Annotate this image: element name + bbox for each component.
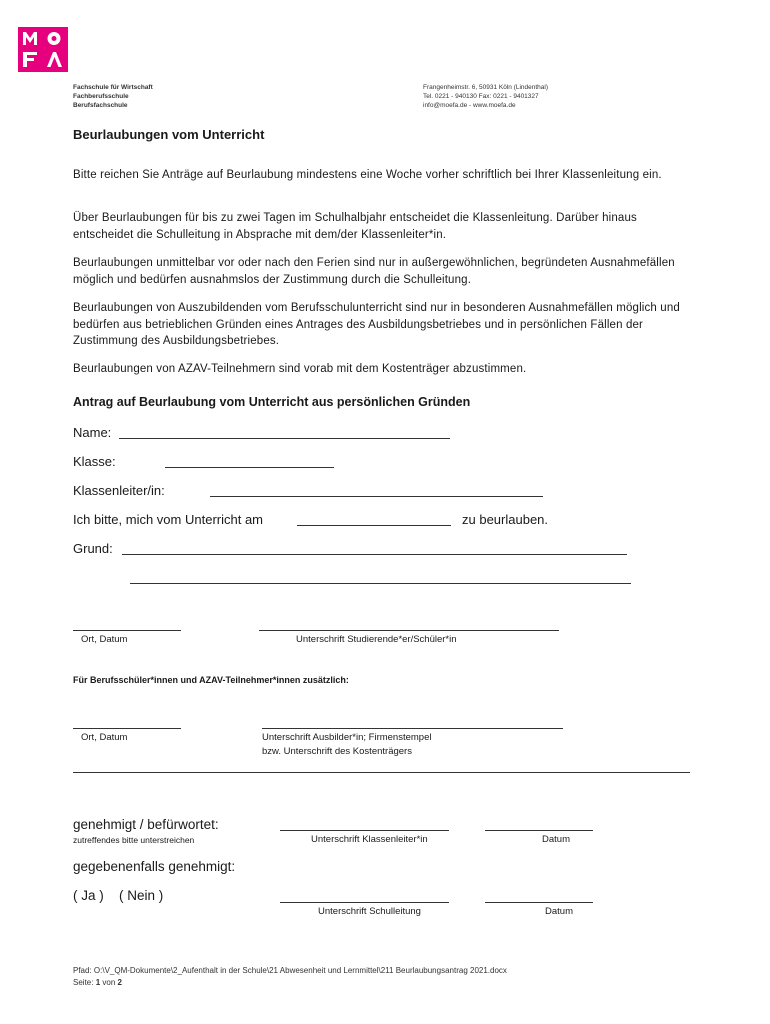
school-types — [73, 83, 153, 110]
page-prefix: Seite: — [73, 978, 96, 987]
option-no[interactable]: ( Nein ) — [119, 888, 164, 903]
page-mid: von — [100, 978, 118, 987]
principal-date-line[interactable] — [485, 902, 593, 903]
student-signature-line[interactable] — [259, 630, 559, 631]
paragraph: Bitte reichen Sie Anträge auf Beurlaubung mindestens eine Woche vorher schriftlich bei Ihrer Klassenleitung ein. — [73, 169, 662, 181]
page-total: 2 — [117, 978, 122, 987]
header-left-line: Fachschule für Wirtschaft — [73, 84, 153, 91]
student-signature-label: Unterschrift Studierende*er/Schüler*in — [296, 634, 457, 645]
page-current: 1 — [95, 978, 101, 987]
date-field-line[interactable] — [297, 525, 451, 526]
teacher-signature-line[interactable] — [280, 830, 449, 831]
school-contact — [423, 83, 548, 110]
grund-label: Grund: — [73, 541, 113, 556]
grund-field-line-2[interactable] — [130, 583, 631, 584]
approval-date-line[interactable] — [485, 830, 593, 831]
trainer-signature-label-2: bzw. Unterschrift des Kostenträgers — [262, 746, 412, 757]
place-date-line[interactable] — [73, 630, 181, 631]
mofa-logo — [18, 27, 68, 72]
klassenleiter-field-line[interactable] — [210, 496, 543, 497]
section-divider — [73, 772, 690, 773]
klasse-label: Klasse: — [73, 454, 116, 469]
klassenleiter-label: Klassenleiter/in: — [73, 483, 165, 498]
option-yes[interactable]: ( Ja ) — [73, 888, 104, 903]
paragraph: Beurlaubungen von Auszubildenden vom Berufsschulunterricht sind nur in besonderen Ausnahmefällen möglich und bedürfen aus betrieblichen Gründen eines Antrages des Ausbildungsbetriebes und in persönlichen Fällen der Zustimmung des Ausbildungsbetriebes. — [73, 302, 680, 347]
place-date-line-2[interactable] — [73, 728, 181, 729]
page-title: Beurlaubungen vom Unterricht — [73, 127, 265, 142]
principal-signature-line[interactable] — [280, 902, 449, 903]
file-path: Pfad: O:\V_QM-Dokumente\2_Aufenthalt in der Schule\21 Abwesenheit und Lernmittel\211 Beurlaubungsantrag 2021.docx — [73, 966, 507, 975]
teacher-signature-label: Unterschrift Klassenleiter*in — [311, 834, 428, 845]
header-left-line: Berufsfachschule — [73, 102, 128, 109]
additional-heading: Für Berufsschüler*innen und AZAV-Teilnehmer*innen zusätzlich: — [73, 675, 349, 685]
paragraph: Beurlaubungen von AZAV-Teilnehmern sind vorab mit dem Kostenträger abzustimmen. — [73, 363, 527, 375]
page-number — [73, 977, 507, 989]
approval-date-label: Datum — [542, 834, 570, 845]
header-right-line: Frangenheimstr. 6, 50931 Köln (Lindenthal) — [423, 84, 549, 91]
approval-hint: zutreffendes bitte unterstreichen — [73, 835, 195, 845]
principal-signature-label: Unterschrift Schulleitung — [318, 906, 421, 917]
place-date-label-2: Ort, Datum — [81, 732, 128, 743]
request-suffix: zu beurlauben. — [462, 512, 549, 527]
footer — [73, 965, 507, 989]
header-left-line: Fachberufsschule — [73, 93, 129, 100]
name-label: Name: — [73, 425, 112, 440]
optional-approval-label: gegebenenfalls genehmigt: — [73, 859, 236, 874]
trainer-signature-line[interactable] — [262, 728, 563, 729]
request-prefix: Ich bitte, mich vom Unterricht am — [73, 512, 263, 527]
grund-field-line[interactable] — [122, 554, 627, 555]
header-right-line: info@moefa.de - www.moefa.de — [423, 102, 516, 109]
header-right-line: Tel. 0221 - 940130 Fax: 0221 - 9401327 — [423, 93, 539, 100]
paragraph: Über Beurlaubungen für bis zu zwei Tagen im Schulhalbjahr entscheidet die Klassenleitung. Darüber hinaus entscheidet die Schulleitung in Absprache mit dem/der Klassenleiter*in. — [73, 212, 637, 241]
paragraph: Beurlaubungen unmittelbar vor oder nach den Ferien sind nur in außergewöhnlichen, begründeten Ausnahmefällen möglich und bedürfen ausnahmslos der Zustimmung durch die Schulleitung. — [73, 257, 675, 286]
klasse-field-line[interactable] — [165, 467, 334, 468]
name-field-line[interactable] — [119, 438, 450, 439]
principal-date-label: Datum — [545, 906, 573, 917]
form-heading: Antrag auf Beurlaubung vom Unterricht aus persönlichen Gründen — [73, 395, 471, 409]
trainer-signature-label: Unterschrift Ausbilder*in; Firmenstempel — [262, 732, 432, 743]
place-date-label: Ort, Datum — [81, 634, 128, 645]
approval-label: genehmigt / befürwortet: — [73, 817, 219, 832]
